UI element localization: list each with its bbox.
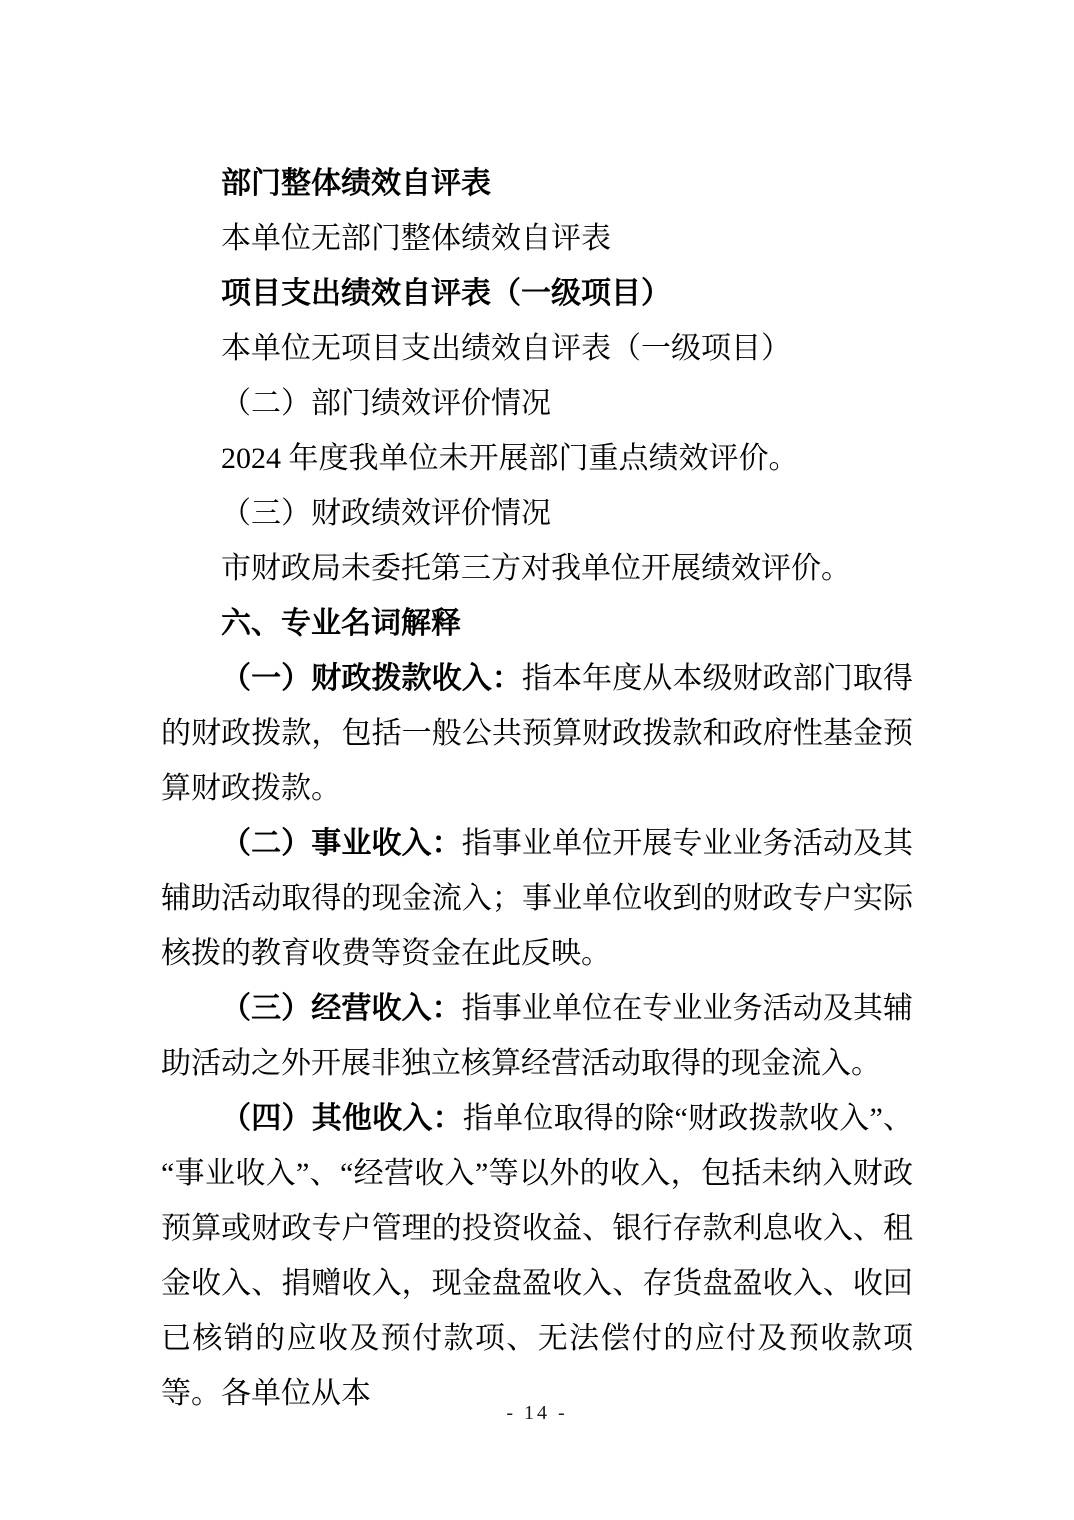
emphasized-text-run: 项目支出绩效自评表（一级项目）	[221, 277, 671, 310]
text-run: 2024 年度我单位未开展部门重点绩效评价。	[221, 442, 799, 475]
paragraph	[161, 266, 913, 321]
text-run: 指本年度从本级财政部门取得的财政拨款，包括一般公共预算财政拨款和政府性基金预算财政拨款。	[161, 662, 914, 805]
text-run: 本单位无项目支出绩效自评表（一级项目）	[221, 332, 791, 365]
paragraph	[161, 376, 913, 431]
text-run: 指事业单位开展专业业务活动及其辅助活动取得的现金流入；事业单位收到的财政专户实际核拨的教育收费等资金在此反映。	[161, 827, 914, 970]
emphasized-text-run: （二）事业收入：	[221, 827, 462, 860]
paragraph	[161, 816, 913, 981]
page-number: - 14 -	[506, 1402, 568, 1424]
emphasized-text-run: （一）财政拨款收入：	[221, 662, 522, 695]
emphasized-text-run: （四）其他收入：	[221, 1102, 463, 1135]
paragraph	[161, 156, 913, 211]
paragraph	[161, 596, 913, 651]
text-run: （二）部门绩效评价情况	[221, 387, 551, 420]
paragraph	[161, 486, 913, 541]
text-run: （三）财政绩效评价情况	[221, 497, 551, 530]
document-content	[161, 156, 913, 1421]
text-run: 指事业单位在专业业务活动及其辅助活动之外开展非独立核算经营活动取得的现金流入。	[161, 992, 914, 1080]
paragraph	[161, 651, 913, 816]
emphasized-text-run: 六、专业名词解释	[221, 607, 461, 640]
text-run: 本单位无部门整体绩效自评表	[221, 222, 611, 255]
text-run: 市财政局未委托第三方对我单位开展绩效评价。	[221, 552, 851, 585]
emphasized-text-run: 部门整体绩效自评表	[221, 167, 491, 200]
text-run: 指单位取得的除“财政拨款收入”、“事业收入”、“经营收入”等以外的收入，包括未纳入财政预算或财政专户管理的投资收益、银行存款利息收入、租金收入、捐赠收入，现金盘盈收入、存货盘盈收入、收回已核销的应收及预付款项、无法偿付的应付及预收款项等。各单位从本	[161, 1102, 914, 1410]
paragraph	[161, 1091, 913, 1421]
paragraph	[161, 431, 913, 486]
paragraph	[161, 321, 913, 376]
emphasized-text-run: （三）经营收入：	[221, 992, 462, 1025]
paragraph	[161, 981, 913, 1091]
paragraph	[161, 541, 913, 596]
paragraph	[161, 211, 913, 266]
